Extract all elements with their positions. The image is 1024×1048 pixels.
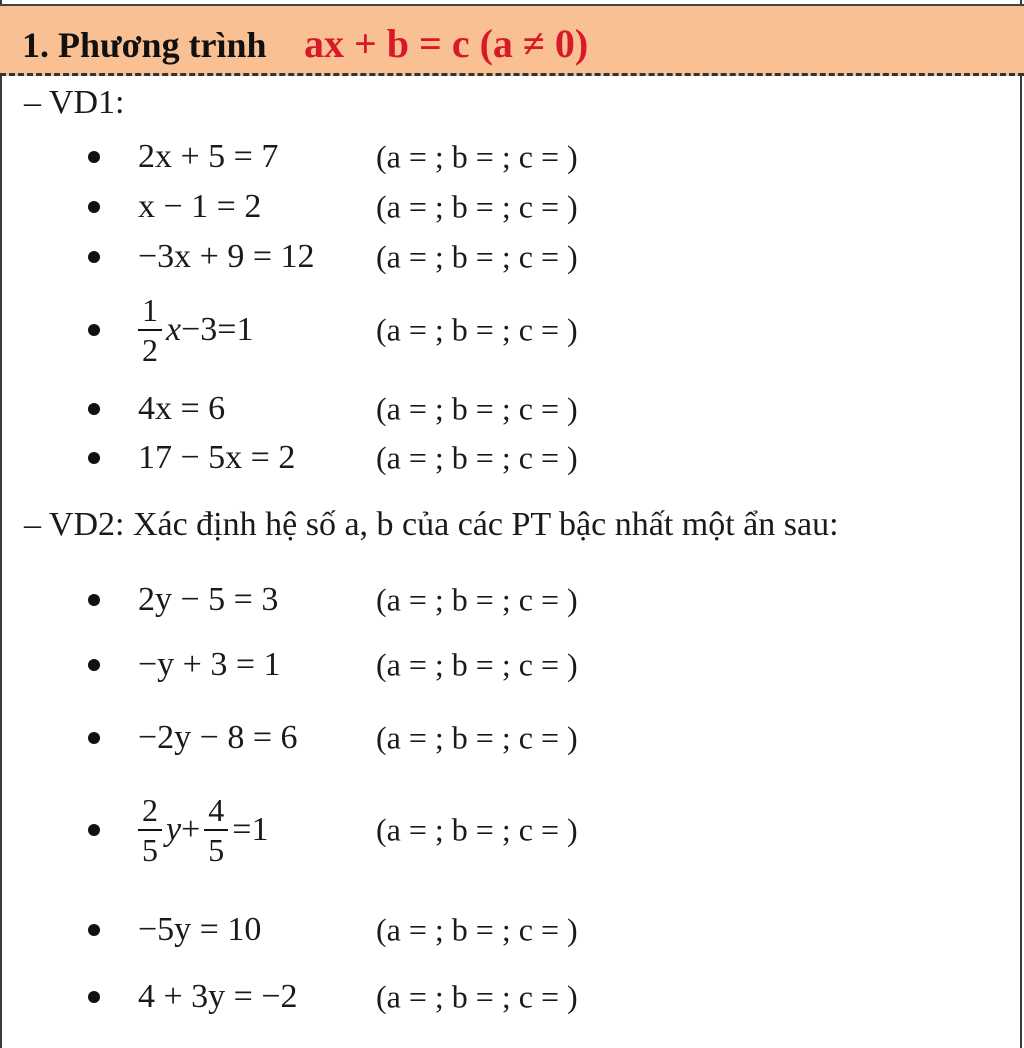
bullet-icon (88, 151, 100, 163)
equation: 4 + 3y = −2 (138, 978, 298, 1015)
list-item (0, 384, 1000, 434)
bullet-icon (88, 924, 100, 936)
section-heading: 1. Phương trình (22, 25, 267, 65)
coefficient-blank: (a = ; b = ; c = ) (376, 811, 578, 848)
general-formula: ax + b = c (a ≠ 0) (304, 21, 589, 66)
list-item (0, 640, 1000, 690)
list-item (0, 132, 1000, 182)
fraction: $\frac{4}{5}$ (204, 791, 228, 869)
equation: 4x = 6 (138, 390, 226, 427)
list-item (0, 433, 1000, 483)
coefficient-blank: (a = ; b = ; c = ) (376, 581, 578, 618)
equation: 2y − 5 = 3 (138, 581, 279, 618)
list-item (0, 782, 1000, 878)
coefficient-blank: (a = ; b = ; c = ) (376, 646, 578, 683)
bullet-icon (88, 991, 100, 1003)
coefficient-blank: (a = ; b = ; c = ) (376, 439, 578, 476)
equation: −2y − 8 = 6 (138, 719, 298, 756)
list-item (0, 905, 1000, 955)
equation: 17 − 5x = 2 (138, 439, 296, 476)
list-item (0, 713, 1000, 763)
coefficient-blank: (a = ; b = ; c = ) (376, 238, 578, 275)
coefficient-blank: (a = ; b = ; c = ) (376, 978, 578, 1015)
coefficient-blank: (a = ; b = ; c = ) (376, 138, 578, 175)
bullet-icon (88, 594, 100, 606)
example-1-title: – VD1: (24, 84, 125, 121)
fraction: $\frac{2}{5}$ (138, 791, 162, 869)
bullet-icon (88, 403, 100, 415)
list-item (0, 285, 1000, 375)
bullet-icon (88, 324, 100, 336)
coefficient-blank: (a = ; b = ; c = ) (376, 311, 578, 348)
coefficient-blank: (a = ; b = ; c = ) (376, 719, 578, 756)
equation: 2x + 5 = 7 (138, 138, 279, 175)
bullet-icon (88, 251, 100, 263)
coefficient-blank: (a = ; b = ; c = ) (376, 911, 578, 948)
bullet-icon (88, 452, 100, 464)
equation: $\frac{2}{5}$ y + $\frac{4}{5}$ =1 (138, 791, 268, 869)
equation: x − 1 = 2 (138, 188, 262, 225)
list-item (0, 182, 1000, 232)
equation: −5y = 10 (138, 911, 262, 948)
list-item (0, 575, 1000, 625)
equation: −y + 3 = 1 (138, 646, 281, 683)
coefficient-blank: (a = ; b = ; c = ) (376, 390, 578, 427)
section-header (0, 4, 1024, 76)
coefficient-blank: (a = ; b = ; c = ) (376, 188, 578, 225)
list-item (0, 972, 1000, 1022)
bullet-icon (88, 201, 100, 213)
bullet-icon (88, 824, 100, 836)
equation: −3x + 9 = 12 (138, 238, 315, 275)
bullet-icon (88, 659, 100, 671)
example-2-title: – VD2: Xác định hệ số a, b của các PT bậc nhất một ẩn sau: (24, 506, 839, 543)
bullet-icon (88, 732, 100, 744)
equation: $\frac{1}{2}$ x −3=1 (138, 291, 253, 369)
fraction: $\frac{1}{2}$ (138, 291, 162, 369)
list-item (0, 232, 1000, 282)
